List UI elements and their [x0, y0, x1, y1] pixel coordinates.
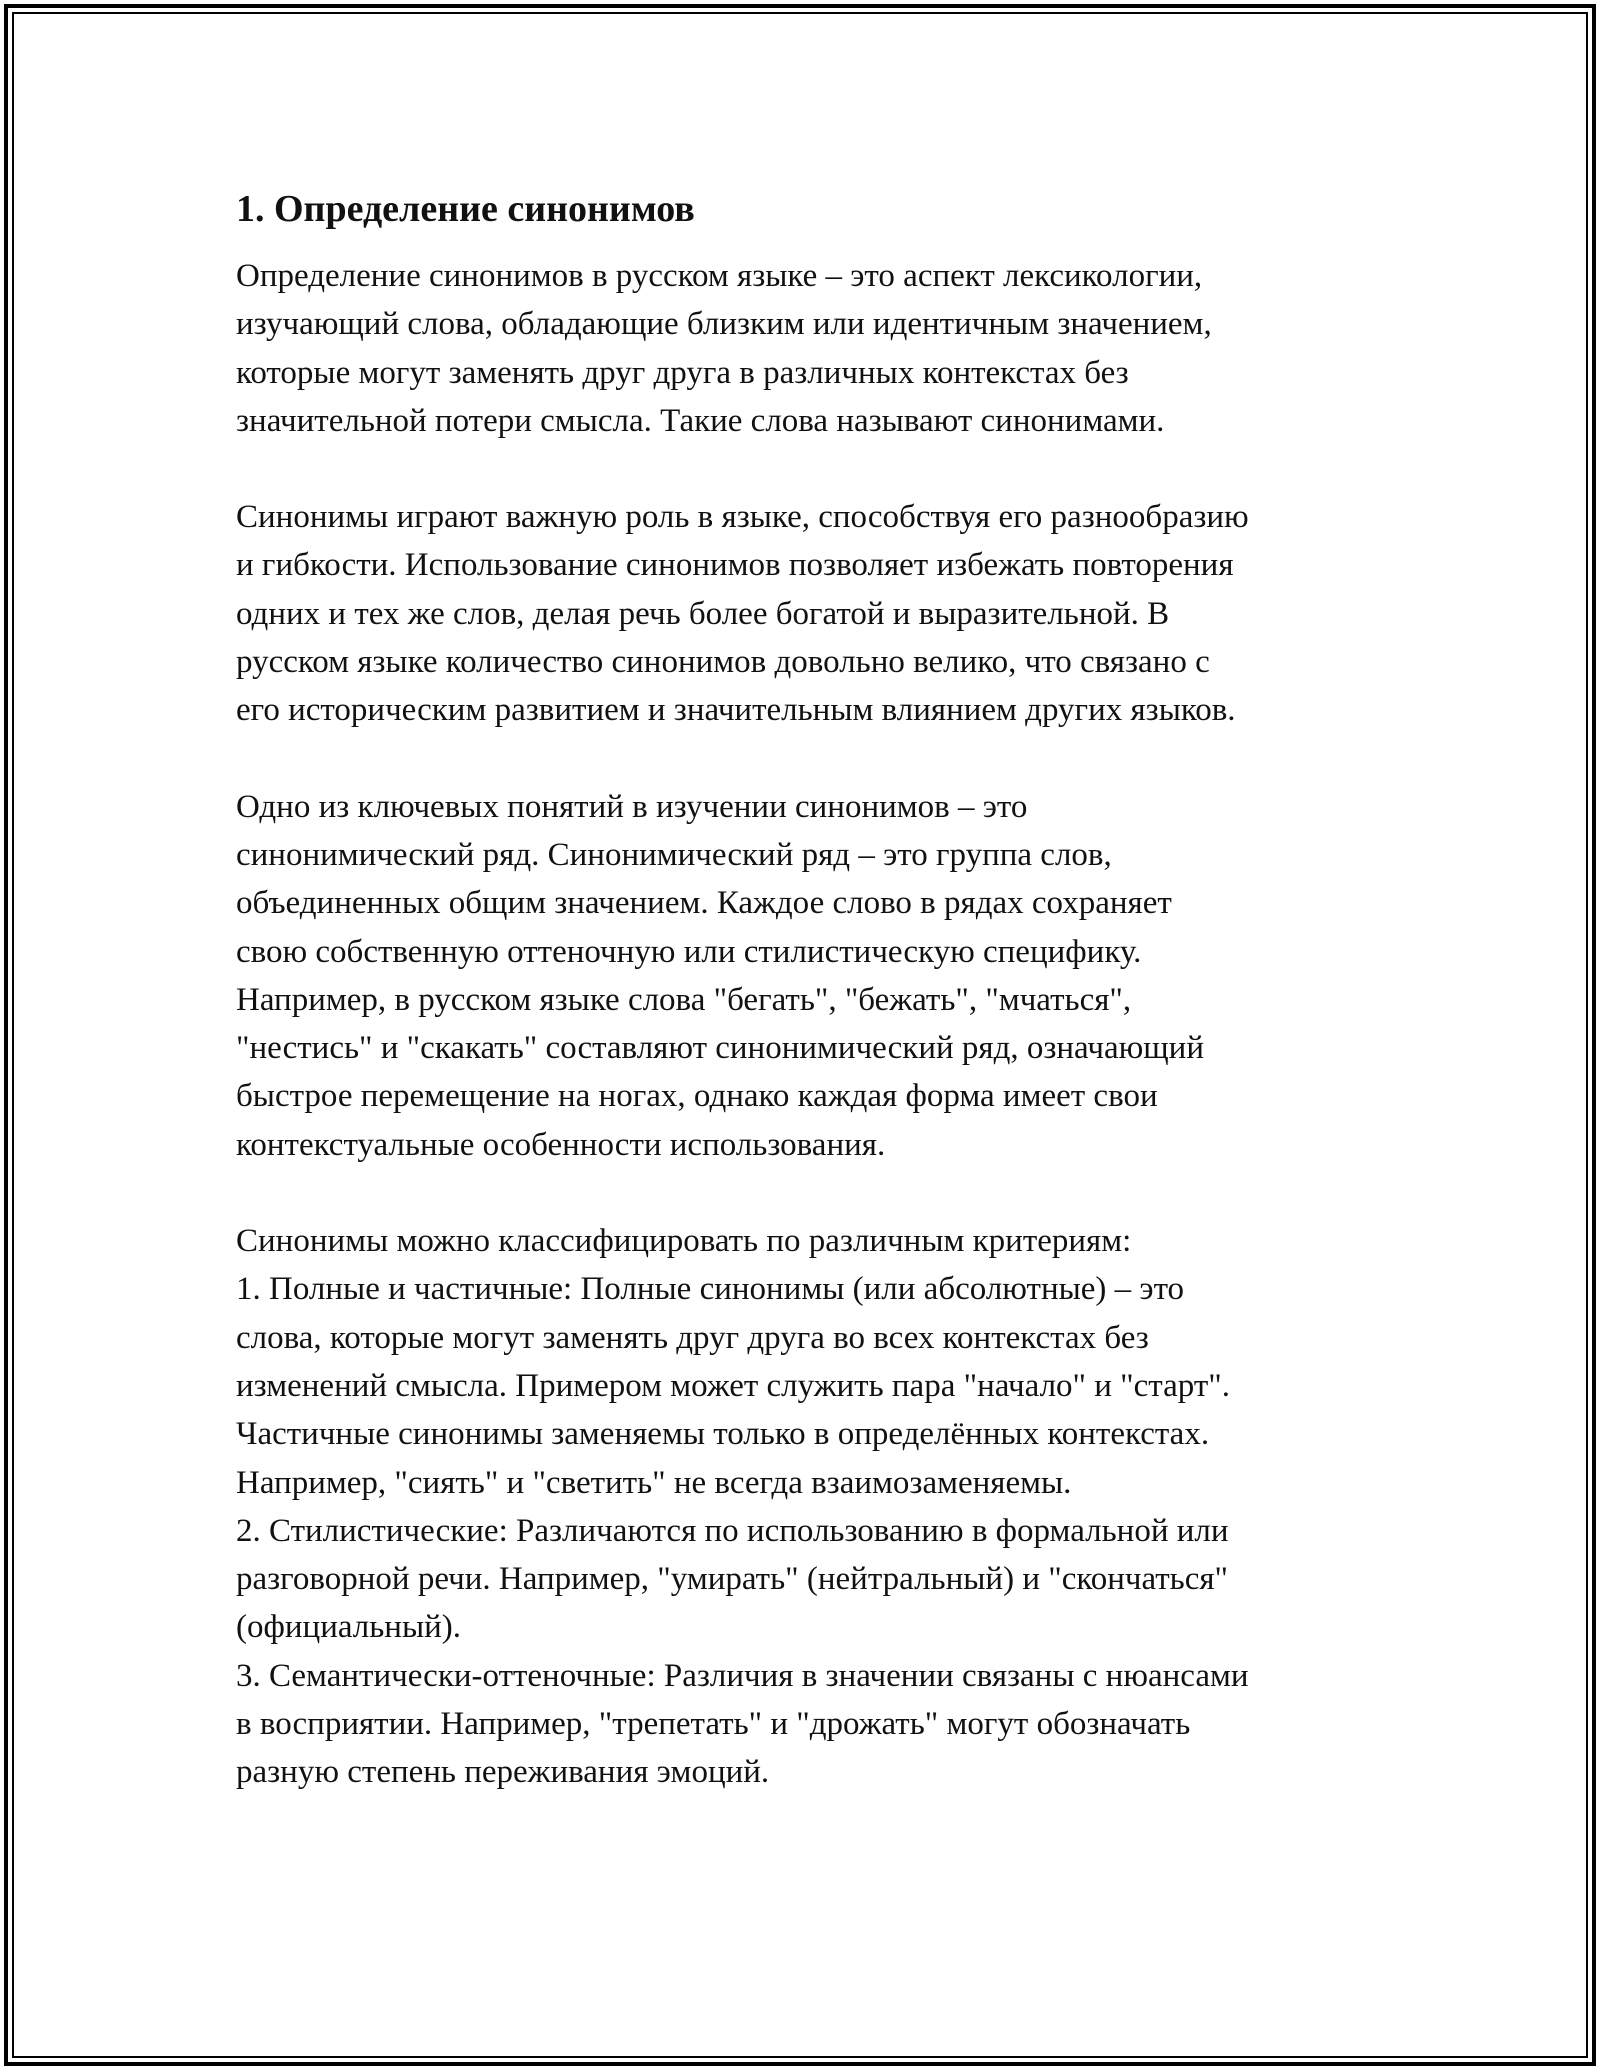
text-line: изучающий слова, обладающие близким или идентичным значением,: [236, 306, 1212, 343]
text-line: Например, "сиять" и "светить" не всегда взаимозаменяемы.: [236, 1464, 1072, 1501]
text-line: изменений смысла. Примером может служить пара "начало" и "старт".: [236, 1367, 1230, 1404]
text-line: русском языке количество синонимов довольно велико, что связано с: [236, 644, 1210, 681]
text-line: 3. Семантически-оттеночные: Различия в значении связаны с нюансами: [236, 1657, 1249, 1694]
text-line: объединенных общим значением. Каждое слово в рядах сохраняет: [236, 885, 1172, 922]
paragraph-classification: [236, 1217, 1386, 1797]
paragraph-definition: [236, 252, 1386, 445]
text-line: его историческим развитием и значительным влиянием других языков.: [236, 692, 1236, 729]
paragraph-synonym-series: [236, 783, 1386, 1169]
paragraph-role: [236, 493, 1386, 734]
text-line: контекстуальные особенности использования.: [236, 1126, 886, 1163]
text-line: быстрое перемещение на ногах, однако каждая форма имеет свои: [236, 1078, 1158, 1115]
text-line: "нестись" и "скакать" составляют синонимический ряд, означающий: [236, 1030, 1205, 1067]
text-line: значительной потери смысла. Такие слова называют синонимами.: [236, 402, 1165, 439]
text-line: разную степень переживания эмоций.: [236, 1754, 770, 1791]
text-line: в восприятии. Например, "трепетать" и "дрожать" могут обозначать: [236, 1706, 1191, 1743]
text-line: 2. Стилистические: Различаются по использованию в формальной или: [236, 1512, 1229, 1549]
text-line: синонимический ряд. Синонимический ряд – это группа слов,: [236, 836, 1112, 873]
text-line: (официальный).: [236, 1609, 462, 1646]
text-line: Одно из ключевых понятий в изучении синонимов – это: [236, 788, 1028, 825]
text-line: Частичные синонимы заменяемы только в определённых контекстах.: [236, 1416, 1210, 1453]
text-line: Определение синонимов в русском языке – это аспект лексикологии,: [236, 258, 1203, 294]
text-line: Синонимы играют важную роль в языке, способствуя его разнообразию: [236, 499, 1249, 536]
text-line: и гибкости. Использование синонимов позволяет избежать повторения: [236, 547, 1234, 584]
text-line: разговорной речи. Например, "умирать" (нейтральный) и "скончаться": [236, 1561, 1229, 1598]
text-line: Например, в русском языке слова "бегать", "бежать", "мчаться",: [236, 981, 1132, 1018]
text-line: которые могут заменять друг друга в различных контекстах без: [236, 354, 1129, 391]
document-body: [236, 186, 1386, 1845]
text-line: свою собственную оттеночную или стилистическую специфику.: [236, 933, 1142, 970]
text-line: одних и тех же слов, делая речь более богатой и выразительной. В: [236, 595, 1170, 632]
text-line: Синонимы можно классифицировать по различным критериям:: [236, 1223, 1132, 1260]
section-title: 1. Определение синонимов: [236, 188, 695, 230]
text-line: 1. Полные и частичные: Полные синонимы (или абсолютные) – это: [236, 1271, 1185, 1308]
text-line: слова, которые могут заменять друг друга во всех контекстах без: [236, 1319, 1149, 1356]
